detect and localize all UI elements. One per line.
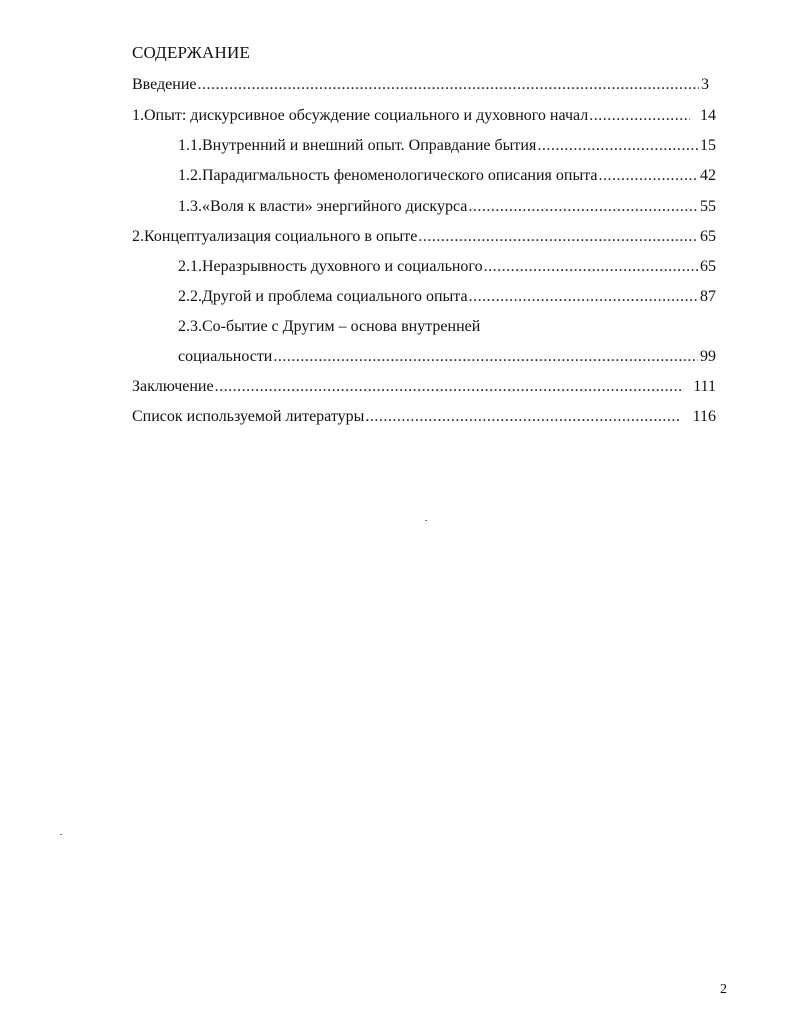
toc-entry-label: социальности — [178, 348, 273, 365]
toc-dot-leader — [469, 284, 698, 310]
toc-entry-page: 42 — [700, 167, 716, 184]
toc-entry-page: 55 — [700, 198, 716, 215]
toc-dot-leader — [589, 103, 690, 129]
toc-entry-section-1-2 — [178, 163, 716, 189]
toc-entry-page: 65 — [700, 258, 716, 275]
toc-entry-section-2-2 — [178, 284, 716, 310]
toc-dot-leader — [418, 224, 698, 250]
toc-heading: СОДЕРЖАНИЕ — [132, 43, 251, 62]
toc-entry-intro — [132, 72, 709, 98]
toc-entry-page: 65 — [700, 228, 716, 245]
toc-entry-page: 14 — [700, 107, 716, 124]
toc-entry-label: 2.2.Другой и проблема социального опыта — [178, 288, 468, 305]
toc-dot-leader — [484, 254, 698, 280]
toc-entry-section-2-3-line-2 — [178, 344, 716, 370]
toc-entry-label: 1.Опыт: дискурсивное обсуждение социального и духовного начал — [132, 107, 589, 124]
toc-entry-label: Парадигмальность феноменологического описания опыта — [202, 167, 598, 184]
toc-entry-chapter-1 — [132, 103, 716, 129]
toc-dot-leader — [198, 72, 700, 98]
toc-entry-label: Список используемой литературы — [132, 408, 365, 425]
scan-speck — [60, 834, 62, 835]
toc-entry-page: 111 — [693, 378, 716, 395]
toc-dot-leader — [468, 194, 698, 220]
page-number: 2 — [720, 982, 727, 997]
toc-entry-bibliography — [132, 404, 716, 430]
toc-dot-leader — [273, 344, 698, 370]
toc-entry-label: Введение — [132, 76, 197, 93]
toc-entry-page: 87 — [700, 288, 716, 305]
toc-entry-page: 15 — [700, 137, 716, 154]
toc-entry-label: 2.1.Неразрывность духовного и социального — [178, 258, 483, 275]
toc-entry-page: 116 — [692, 408, 716, 425]
toc-entry-section-2-3-line-1 — [178, 314, 716, 340]
toc-entry-label: 2.Концептуализация социального в опыте — [132, 228, 418, 245]
toc-entry-chapter-2 — [132, 224, 716, 250]
toc-entry-label: 1.3.«Воля к власти» энергийного дискурса — [178, 198, 468, 215]
toc-entry-conclusion — [132, 374, 716, 400]
toc-entry-section-2-1 — [178, 254, 716, 280]
scan-speck — [425, 520, 427, 521]
toc-entry-label: 2.3.Со-бытие с Другим – основа внутренней — [178, 318, 481, 335]
toc-entry-section-1-3 — [178, 194, 716, 220]
toc-dot-leader — [599, 163, 699, 189]
toc-dot-leader — [365, 404, 680, 430]
toc-entry-page: 3 — [701, 76, 709, 93]
toc-entry-label: Заключение — [132, 378, 214, 395]
toc-entry-number: 1.1. — [178, 137, 202, 154]
toc-entry-number: 1.2. — [178, 167, 202, 184]
toc-dot-leader — [215, 374, 682, 400]
toc-entry-section-1-1 — [178, 133, 716, 159]
toc-dot-leader — [537, 133, 698, 159]
toc-entry-page: 99 — [700, 348, 716, 365]
toc-entry-label: Внутренний и внешний опыт. Оправдание бытия — [202, 137, 537, 154]
